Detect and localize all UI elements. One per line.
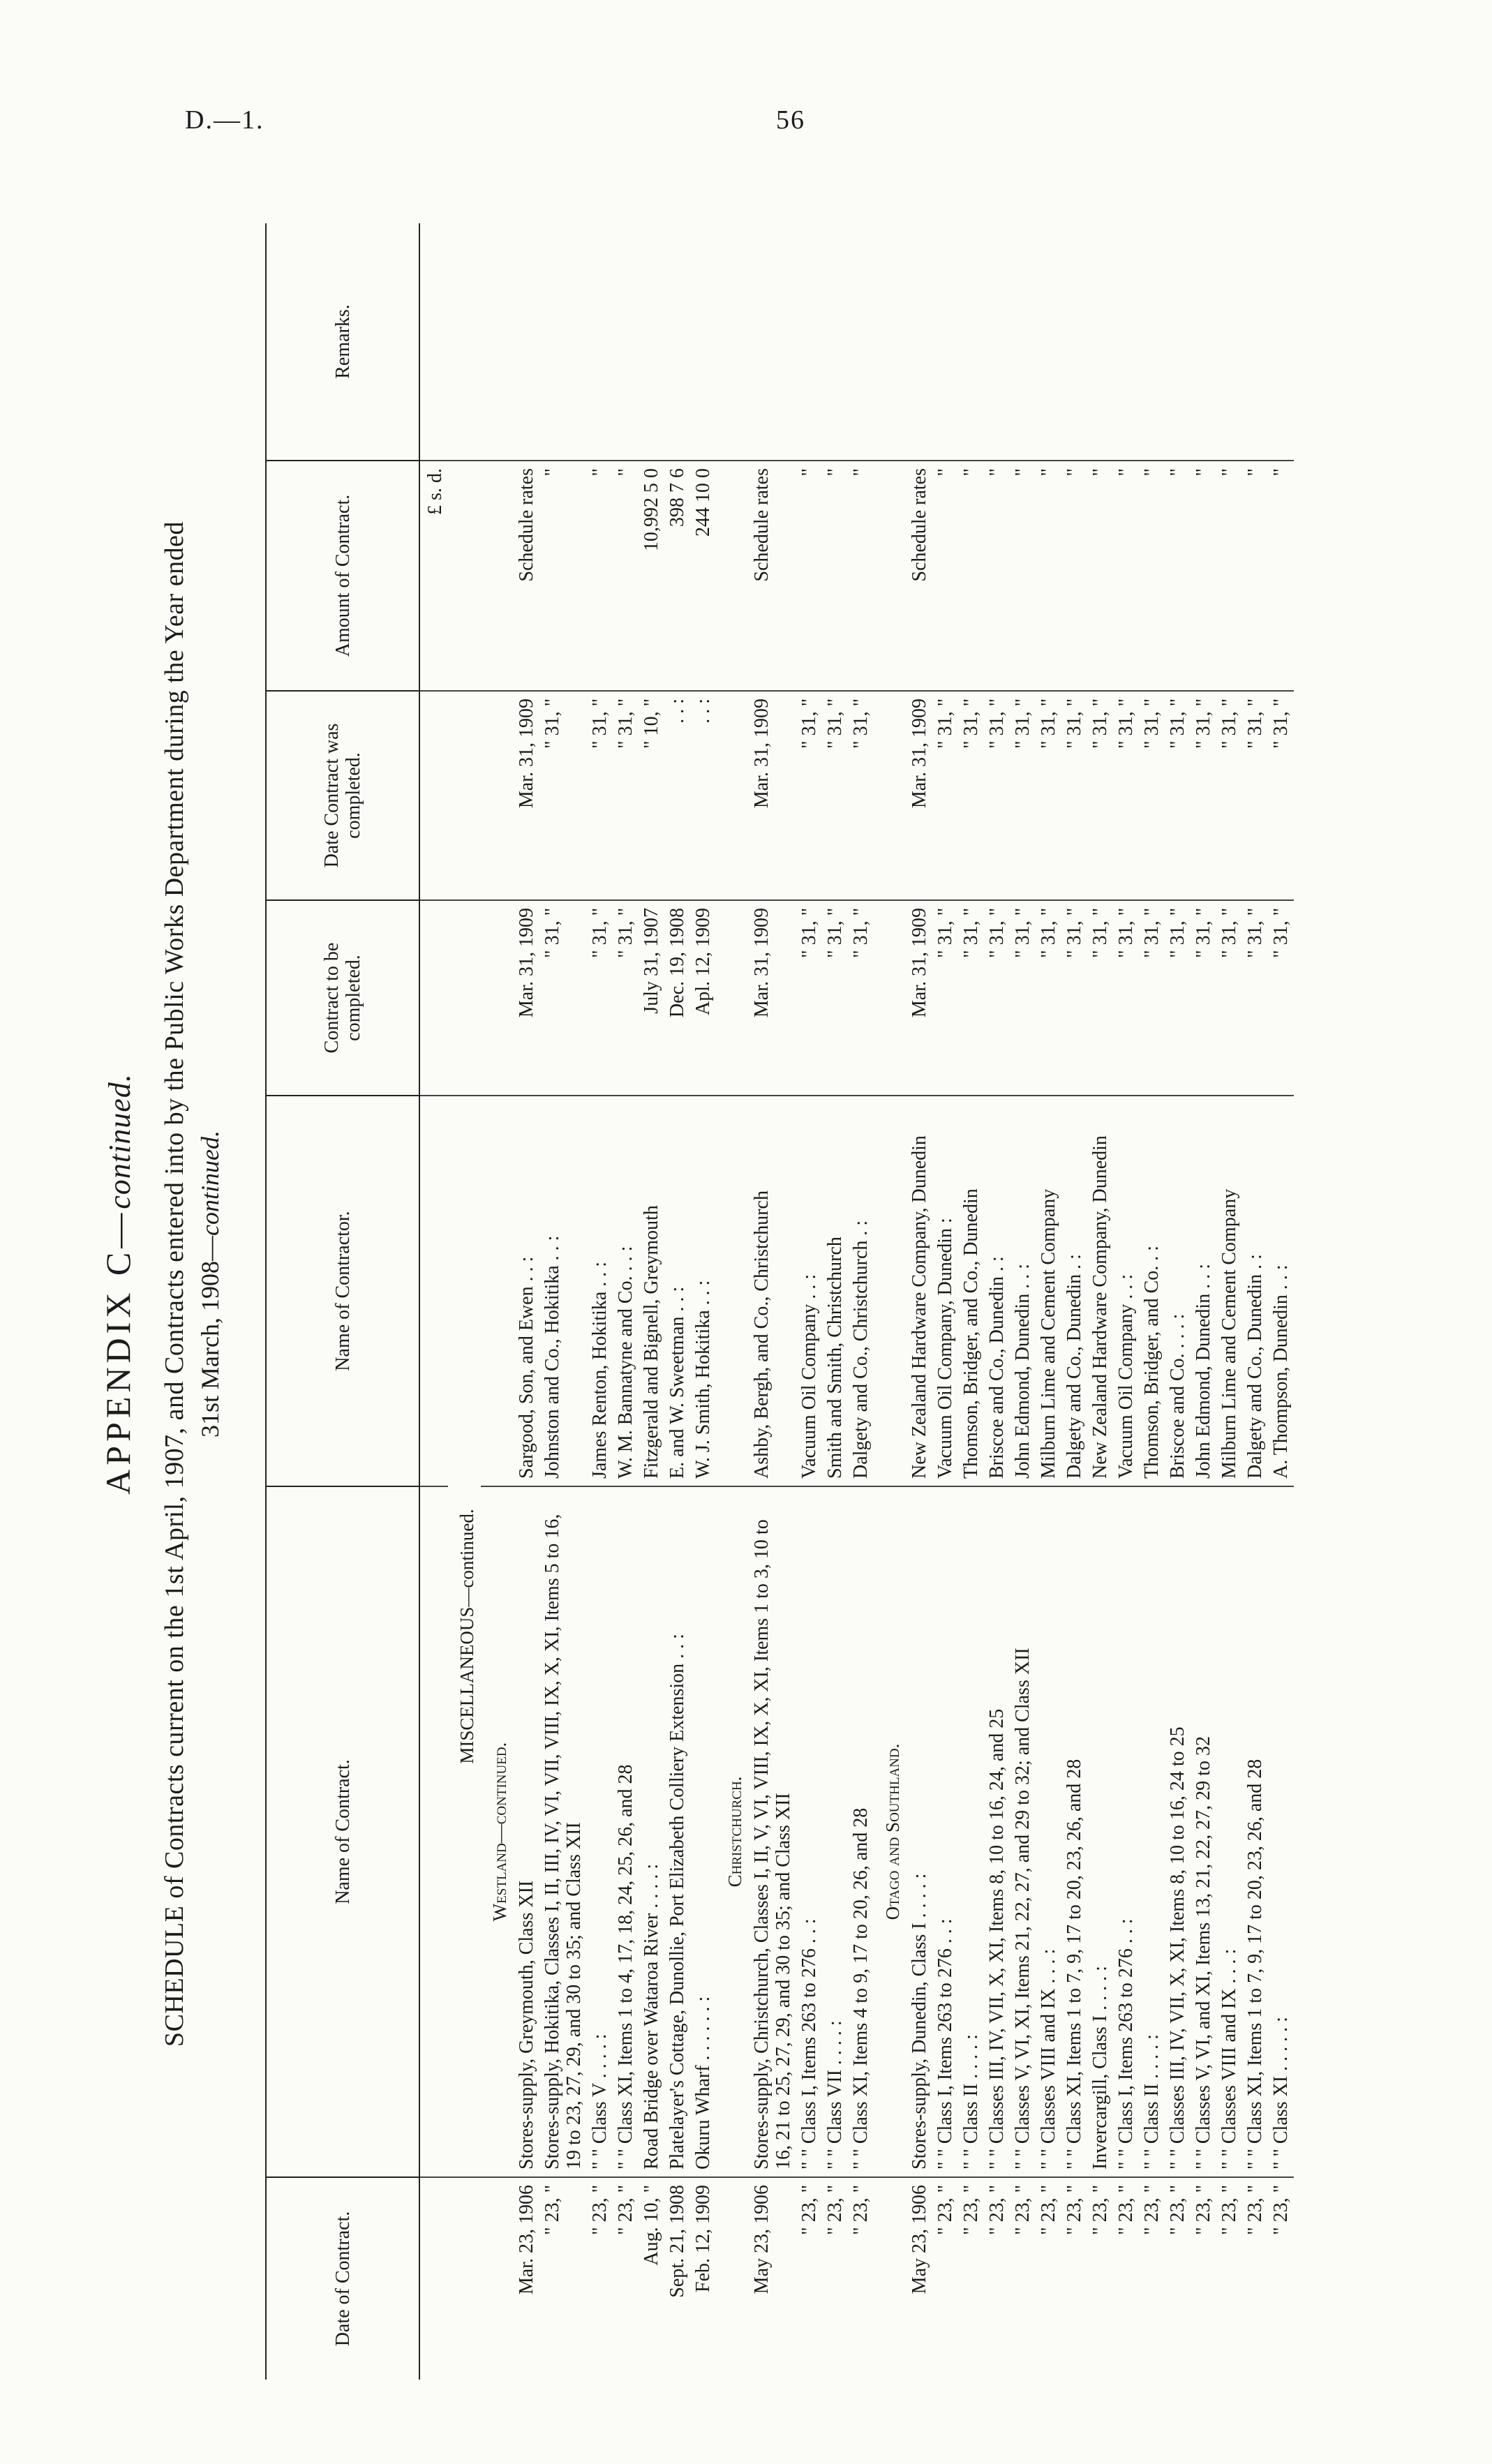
cell-amount: " <box>613 461 639 691</box>
cell-amount: " <box>1216 461 1242 691</box>
cell-contract-name: Platelayer's Cottage, Dunollie, Port Elizabeth Colliery Extension . . : <box>664 1486 690 2177</box>
cell-to-be-completed: " 31, " <box>984 900 1010 1096</box>
cell-remarks <box>984 223 1010 461</box>
cell-contractor: Thomson, Bridger, and Co. . : <box>1139 1096 1165 1486</box>
cell-to-be-completed: " 31, " <box>1139 900 1165 1096</box>
cell-to-be-completed: Mar. 31, 1909 <box>907 900 932 1096</box>
cell-to-be-completed: " 31, " <box>1087 900 1113 1096</box>
contracts-table <box>265 223 1294 2380</box>
cell-remarks <box>822 223 848 461</box>
cell-contract-name: Stores-supply, Hokitika, Classes I, II, III, IV, VI, VII, VIII, IX, X, XI, Items 5 to 16, 19 to 23, 27, 29, and 30 to 35; and Class XII <box>539 1486 587 2177</box>
cell-date: " 23, " <box>1167 2185 1188 2235</box>
cell-remarks <box>587 223 613 461</box>
cell-contract-name: " " Class XI . . . . . : <box>1268 1486 1294 2177</box>
cell-contract-name: " " Classes VIII and IX . . . : <box>1036 1486 1061 2177</box>
table-body <box>419 223 1294 2380</box>
cell-completed: " 31, " <box>796 691 822 900</box>
cell-remarks <box>1010 223 1036 461</box>
cell-completed: " 31, " <box>1139 691 1165 900</box>
table-row <box>587 223 613 2380</box>
cell-date: " 23, " <box>1064 2185 1085 2235</box>
cell-contract-name: Okuru Wharf . . . . . . : <box>690 1486 716 2177</box>
cell-remarks <box>848 223 874 461</box>
cell-contract-name: " " Class II . . . . : <box>958 1486 984 2177</box>
cell-contractor: Briscoe and Co. . . . : <box>1165 1096 1191 1486</box>
cell-amount: " <box>1191 461 1216 691</box>
cell-completed: " 31, " <box>587 691 613 900</box>
cell-completed: " 31, " <box>1216 691 1242 900</box>
table-row <box>539 223 587 2380</box>
table-row <box>958 223 984 2380</box>
cell-remarks <box>1061 223 1087 461</box>
cell-date: " 23, " <box>1038 2185 1059 2235</box>
cell-date: " 23, " <box>1244 2185 1266 2235</box>
cell-remarks <box>539 223 587 461</box>
cell-to-be-completed: " 31, " <box>1113 900 1139 1096</box>
col-name-of-contract: Name of Contract. <box>266 1486 419 2177</box>
cell-completed: " 31, " <box>1165 691 1191 900</box>
table-row <box>749 223 796 2380</box>
cell-contractor: Sargood, Son, and Ewen . . : <box>514 1096 539 1486</box>
cell-amount: " <box>1242 461 1268 691</box>
cell-amount: " <box>1061 461 1087 691</box>
cell-remarks <box>1113 223 1139 461</box>
schedule-continued: continued. <box>196 1130 224 1236</box>
table-row <box>932 223 958 2380</box>
cell-contractor: John Edmond, Dunedin . . : <box>1010 1096 1036 1486</box>
cell-to-be-completed: " 31, " <box>1061 900 1087 1096</box>
cell-amount: 10,992 5 0 <box>639 461 664 691</box>
cell-completed: " 10, " <box>639 691 664 900</box>
cell-contract-name: Stores-supply, Greymouth, Class XII <box>514 1486 539 2177</box>
cell-completed: " 31, " <box>1242 691 1268 900</box>
table-row <box>796 223 822 2380</box>
cell-completed: . . : <box>664 691 690 900</box>
cell-contractor: Smith and Smith, Christchurch <box>822 1096 848 1486</box>
table-row <box>664 223 690 2380</box>
cell-amount: " <box>848 461 874 691</box>
cell-contractor: Milburn Lime and Cement Company <box>1036 1096 1061 1486</box>
cell-contractor: John Edmond, Dunedin . . : <box>1191 1096 1216 1486</box>
appendix-title <box>98 174 138 2394</box>
cell-remarks <box>1216 223 1242 461</box>
cell-to-be-completed: " 31, " <box>1010 900 1036 1096</box>
cell-contract-name: " " Classes V, VI, XI, Items 21, 22, 27, and 29 to 32; and Class XII <box>1010 1486 1036 2177</box>
table-header-row <box>266 223 419 2380</box>
cell-remarks <box>1087 223 1113 461</box>
cell-to-be-completed: " 31, " <box>587 900 613 1096</box>
cell-to-be-completed: " 31, " <box>932 900 958 1096</box>
table-row <box>1010 223 1036 2380</box>
cell-contractor: Vacuum Oil Company . . : <box>1113 1096 1139 1486</box>
cell-contractor: Vacuum Oil Company, Dunedin : <box>932 1096 958 1486</box>
table-row <box>848 223 874 2380</box>
cell-date: " 23, " <box>1218 2185 1240 2235</box>
cell-date: " 23, " <box>1089 2185 1111 2235</box>
schedule-title-line2 <box>195 174 225 2394</box>
cell-completed: " 31, " <box>958 691 984 900</box>
cell-contractor: Fitzgerald and Bignell, Greymouth <box>639 1096 664 1486</box>
appendix-label: APPENDIX C— <box>98 1209 137 1495</box>
table-row <box>907 223 932 2380</box>
cell-remarks <box>514 223 539 461</box>
cell-contractor: A. Thompson, Dunedin . . : <box>1268 1096 1294 1486</box>
cell-amount: " <box>539 461 587 691</box>
cell-date: " 23, " <box>1270 2185 1292 2235</box>
table-row <box>1268 223 1294 2380</box>
cell-amount: " <box>822 461 848 691</box>
cell-completed: " 31, " <box>1087 691 1113 900</box>
cell-date: " 23, " <box>960 2185 982 2235</box>
col-name-of-contractor: Name of Contractor. <box>266 1096 419 1486</box>
cell-completed: " 31, " <box>1061 691 1087 900</box>
cell-contract-name: " " Classes III, IV, VII, X, XI, Items 8, 10 to 16, 24 to 25 <box>1165 1486 1191 2177</box>
col-date-completed: Date Contract was completed. <box>266 691 419 900</box>
cell-amount: 244 10 0 <box>690 461 716 691</box>
cell-amount: " <box>1113 461 1139 691</box>
table-row <box>1036 223 1061 2380</box>
cell-remarks <box>1242 223 1268 461</box>
cell-to-be-completed: " 31, " <box>539 900 587 1096</box>
cell-amount: " <box>1087 461 1113 691</box>
table-row <box>1139 223 1165 2380</box>
cell-date: " 23, " <box>1012 2185 1034 2235</box>
col-amount: Amount of Contract. <box>266 461 419 691</box>
cell-date: " 23, " <box>1193 2185 1214 2235</box>
cell-date: " 23, " <box>1141 2185 1163 2235</box>
cell-completed: " 31, " <box>822 691 848 900</box>
cell-contractor: Dalgety and Co., Christchurch . : <box>848 1096 874 1486</box>
cell-contract-name: " " Class XI, Items 4 to 9, 17 to 20, 26, and 28 <box>848 1486 874 2177</box>
section-misc-label: MISCELLANEOUS—continued. <box>456 1509 477 1764</box>
table-row <box>690 223 716 2380</box>
cell-remarks <box>613 223 639 461</box>
cell-amount: " <box>1036 461 1061 691</box>
cell-date: " 23, " <box>824 2185 846 2235</box>
cell-date: Sept. 21, 1908 <box>666 2185 688 2298</box>
cell-amount: Schedule rates <box>907 461 932 691</box>
cell-contract-name: Invercargill, Class I . . . . : <box>1087 1486 1113 2177</box>
cell-amount: " <box>1165 461 1191 691</box>
section-christchurch <box>716 223 749 2380</box>
page-reference: D.—1. <box>185 105 264 135</box>
cell-remarks <box>796 223 822 461</box>
cell-contractor: James Renton, Hokitika . . : <box>587 1096 613 1486</box>
cell-date: " 23, " <box>589 2185 611 2235</box>
cell-contract-name: " " Classes VIII and IX . . . : <box>1216 1486 1242 2177</box>
cell-date: " 23, " <box>850 2185 872 2235</box>
cell-amount: " <box>1139 461 1165 691</box>
cell-completed: " 31, " <box>1268 691 1294 900</box>
cell-remarks <box>664 223 690 461</box>
cell-contract-name: " " Class V . . . . : <box>587 1486 613 2177</box>
cell-remarks <box>1139 223 1165 461</box>
cell-date: May 23, 1906 <box>751 2185 773 2294</box>
cell-to-be-completed: " 31, " <box>958 900 984 1096</box>
units-row <box>419 223 448 2380</box>
section-misc-heading <box>448 1096 481 2177</box>
cell-contract-name: " " Class I, Items 263 to 276 . . : <box>932 1486 958 2177</box>
appendix-continued: continued. <box>103 1073 137 1209</box>
cell-contractor: Dalgety and Co., Dunedin . : <box>1242 1096 1268 1486</box>
cell-completed: Mar. 31, 1909 <box>907 691 932 900</box>
cell-completed: " 31, " <box>848 691 874 900</box>
cell-to-be-completed: Dec. 19, 1908 <box>664 900 690 1096</box>
cell-date: " 23, " <box>1115 2185 1137 2235</box>
table-row <box>514 223 539 2380</box>
cell-amount: " <box>1268 461 1294 691</box>
cell-contract-name: Road Bridge over Wataroa River . . . . : <box>639 1486 664 2177</box>
cell-to-be-completed: " 31, " <box>1036 900 1061 1096</box>
cell-contract-name: " " Class XI, Items 1 to 7, 9, 17 to 20, 23, 26, and 28 <box>1242 1486 1268 2177</box>
schedule-title-line1 <box>159 174 190 2394</box>
cell-remarks <box>958 223 984 461</box>
cell-completed: " 31, " <box>1010 691 1036 900</box>
cell-date: " 23, " <box>934 2185 956 2235</box>
cell-completed: " 31, " <box>1036 691 1061 900</box>
cell-contractor: Thomson, Bridger, and Co., Dunedin <box>958 1096 984 1486</box>
cell-contract-name: Stores-supply, Christchurch, Classes I, II, V, VI, VIII, IX, X, XI, Items 1 to 3, 10 to 16, 21 to 25, 27, 29, and 30 to 35; and Class XII <box>749 1486 796 2177</box>
cell-to-be-completed: " 31, " <box>1216 900 1242 1096</box>
section-westland-heading: Westland—continued. <box>481 1486 514 2177</box>
cell-remarks <box>749 223 796 461</box>
cell-contractor: New Zealand Hardware Company, Dunedin <box>907 1096 932 1486</box>
cell-remarks <box>639 223 664 461</box>
cell-contractor: Johnston and Co., Hokitika . . : <box>539 1096 587 1486</box>
section-otago <box>874 223 907 2380</box>
cell-to-be-completed: Apl. 12, 1909 <box>690 900 716 1096</box>
cell-to-be-completed: " 31, " <box>613 900 639 1096</box>
cell-contract-name: " " Classes III, IV, VII, X, XI, Items 8, 10 to 16, 24, and 25 <box>984 1486 1010 2177</box>
cell-date: " 23, " <box>986 2185 1008 2235</box>
cell-contractor: New Zealand Hardware Company, Dunedin <box>1087 1096 1113 1486</box>
table-row <box>1113 223 1139 2380</box>
cell-remarks <box>932 223 958 461</box>
cell-amount: " <box>984 461 1010 691</box>
cell-date: May 23, 1906 <box>909 2185 930 2294</box>
cell-amount: " <box>958 461 984 691</box>
cell-date: Feb. 12, 1909 <box>692 2185 714 2292</box>
section-christchurch-heading: Christchurch. <box>716 1486 749 2177</box>
cell-contractor: E. and W. Sweetman . . : <box>664 1096 690 1486</box>
cell-date: Mar. 23, 1906 <box>516 2185 537 2295</box>
cell-contractor: W. M. Bannatyne and Co. . . : <box>613 1096 639 1486</box>
cell-to-be-completed: " 31, " <box>822 900 848 1096</box>
cell-amount: " <box>932 461 958 691</box>
col-date-of-contract: Date of Contract. <box>266 2177 419 2380</box>
cell-contract-name: " " Class I, Items 263 to 276 . . : <box>796 1486 822 2177</box>
cell-contract-name: " " Class VII . . . . : <box>822 1486 848 2177</box>
cell-amount: " <box>1010 461 1036 691</box>
cell-remarks <box>690 223 716 461</box>
amount-units: £ s. d. <box>419 461 448 691</box>
col-contract-to-be-completed: Contract to be completed. <box>266 900 419 1096</box>
cell-contract-name: Stores-supply, Dunedin, Class I . . . . : <box>907 1486 932 2177</box>
cell-contract-name: " " Class XI, Items 1 to 7, 9, 17 to 20, 23, 26, and 28 <box>1061 1486 1087 2177</box>
page-number: 56 <box>776 105 805 135</box>
cell-contract-name: " " Classes V, VI, and XI, Items 13, 21, 22, 27, 29 to 32 <box>1191 1486 1216 2177</box>
cell-to-be-completed: " 31, " <box>1242 900 1268 1096</box>
table-row <box>1191 223 1216 2380</box>
cell-to-be-completed: July 31, 1907 <box>639 900 664 1096</box>
cell-amount: Schedule rates <box>514 461 539 691</box>
cell-date: " 23, " <box>542 2185 563 2235</box>
cell-completed: " 31, " <box>1191 691 1216 900</box>
cell-amount: " <box>796 461 822 691</box>
table-row <box>1087 223 1113 2380</box>
table-row <box>613 223 639 2380</box>
cell-amount: " <box>587 461 613 691</box>
cell-to-be-completed: Mar. 31, 1909 <box>514 900 539 1096</box>
cell-contractor: Vacuum Oil Company . . : <box>796 1096 822 1486</box>
cell-completed: . . : <box>690 691 716 900</box>
cell-contract-name: " " Class I, Items 263 to 276 . . : <box>1113 1486 1139 2177</box>
cell-to-be-completed: " 31, " <box>848 900 874 1096</box>
cell-contractor: Briscoe and Co., Dunedin . : <box>984 1096 1010 1486</box>
cell-to-be-completed: " 31, " <box>1268 900 1294 1096</box>
cell-to-be-completed: Mar. 31, 1909 <box>749 900 796 1096</box>
cell-contractor: Milburn Lime and Cement Company <box>1216 1096 1242 1486</box>
table-row <box>822 223 848 2380</box>
cell-to-be-completed: " 31, " <box>1165 900 1191 1096</box>
cell-date: " 23, " <box>798 2185 820 2235</box>
col-remarks: Remarks. <box>266 223 419 461</box>
section-misc <box>448 223 481 2380</box>
cell-contractor: Dalgety and Co., Dunedin . : <box>1061 1096 1087 1486</box>
cell-completed: " 31, " <box>539 691 587 900</box>
cell-date: " 23, " <box>615 2185 636 2235</box>
cell-completed: " 31, " <box>1113 691 1139 900</box>
cell-to-be-completed: " 31, " <box>796 900 822 1096</box>
table-row <box>1242 223 1268 2380</box>
schedule-title-date: 31st March, 1908— <box>196 1236 224 1438</box>
cell-date: Aug. 10, " <box>641 2185 662 2266</box>
table-row <box>639 223 664 2380</box>
cell-remarks <box>1191 223 1216 461</box>
table-row <box>1216 223 1242 2380</box>
cell-contract-name: " " Class II . . . . : <box>1139 1486 1165 2177</box>
cell-completed: " 31, " <box>932 691 958 900</box>
table-row <box>1061 223 1087 2380</box>
cell-completed: " 31, " <box>613 691 639 900</box>
table-row <box>984 223 1010 2380</box>
schedule-title-text: SCHEDULE of Contracts current on the 1st April, 1907, and Contracts entered into by the Public Works Department during the Year ended <box>160 521 189 2047</box>
cell-completed: Mar. 31, 1909 <box>514 691 539 900</box>
section-westland <box>481 223 514 2380</box>
cell-remarks <box>1036 223 1061 461</box>
cell-remarks <box>1165 223 1191 461</box>
table-row <box>1165 223 1191 2380</box>
cell-completed: Mar. 31, 1909 <box>749 691 796 900</box>
cell-completed: " 31, " <box>984 691 1010 900</box>
section-otago-heading: Otago and Southland. <box>874 1486 907 2177</box>
cell-contractor: W. J. Smith, Hokitika . . : <box>690 1096 716 1486</box>
cell-remarks <box>907 223 932 461</box>
cell-contractor: Ashby, Bergh, and Co., Christchurch <box>749 1096 796 1486</box>
cell-to-be-completed: " 31, " <box>1191 900 1216 1096</box>
cell-amount: 398 7 6 <box>664 461 690 691</box>
cell-amount: Schedule rates <box>749 461 796 691</box>
rotated-schedule-page <box>98 174 1417 2394</box>
cell-remarks <box>1268 223 1294 461</box>
cell-contract-name: " " Class XI, Items 1 to 4, 17, 18, 24, 25, 26, and 28 <box>613 1486 639 2177</box>
